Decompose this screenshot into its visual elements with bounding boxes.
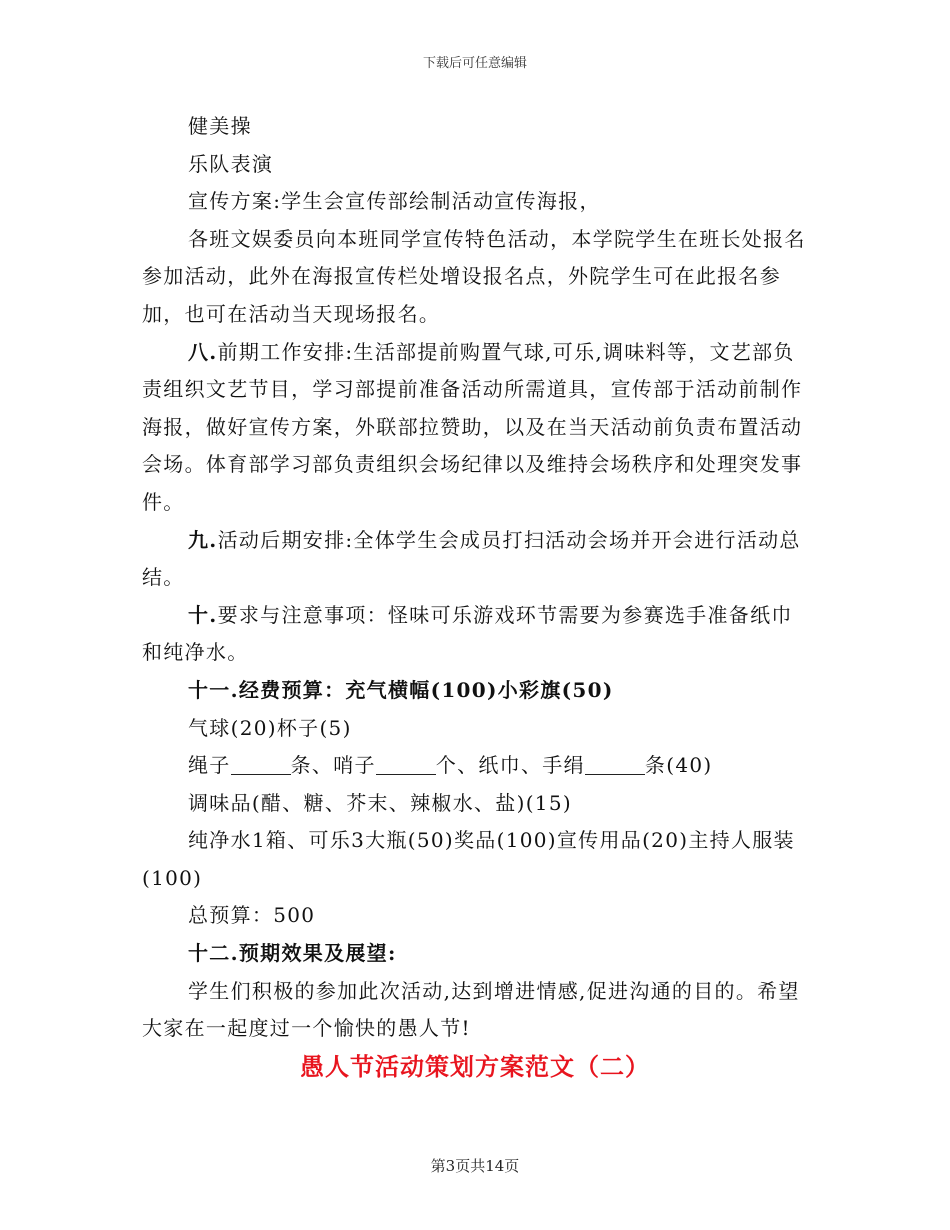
section-10-text: 要求与注意事项：怪味可乐游戏环节需要为参赛选手准备纸巾和纯净水。: [142, 602, 793, 665]
budget-rope-cost: 条(40): [644, 753, 713, 778]
section-11-heading: 十一.经费预算：充气横幅(100)小彩旗(50): [188, 677, 614, 702]
document-body: [142, 108, 808, 1085]
budget-tissue-label: 个、纸巾、手绢: [435, 753, 585, 778]
page-header: 下载后可任意编辑: [422, 56, 527, 71]
fill-in-blank: [231, 774, 291, 775]
section-10-label: 十.: [188, 602, 218, 627]
section-8-label: 八.: [188, 339, 218, 364]
budget-line-seasoning: 调味品(醋、糖、芥末、辣椒水、盐)(15): [188, 790, 572, 815]
page-number-footer: 第3页共14页: [430, 1157, 520, 1175]
section-9-paragraph: [142, 522, 808, 597]
budget-line-balloons: 气球(20)杯子(5): [188, 715, 352, 740]
budget-line-ropes: [142, 747, 808, 785]
budget-whistle-label: 条、哨子: [290, 753, 376, 778]
budget-rope-label: 绳子: [188, 753, 231, 778]
budget-total: 总预算：500: [188, 903, 316, 928]
program-item-aerobics: 健美操: [188, 114, 252, 138]
publicity-paragraph: 各班文娱委员向本班同学宣传特色活动，本学院学生在班长处报名参加活动，此外在海报宣传栏处增设报名点，外院学生可在此报名参加，也可在活动当天现场报名。: [142, 226, 806, 326]
fill-in-blank: [585, 774, 645, 775]
section-12-heading: 十二.预期效果及展望:: [188, 941, 397, 966]
fill-in-blank: [376, 774, 436, 775]
section-12-text: 学生们积极的参加此次活动,达到增进情感,促进沟通的目的。希望大家在一起度过一个愉快的愚人节!: [142, 978, 800, 1041]
publicity-plan-line: 宣传方案:学生会宣传部绘制活动宣传海报，: [188, 189, 601, 214]
next-section-title: 愚人节活动策划方案范文（二）: [300, 1051, 650, 1081]
section-8-paragraph: [142, 334, 808, 522]
section-9-text: 活动后期安排:全体学生会成员打扫活动会场并开会进行活动总结。: [142, 527, 801, 590]
section-8-text: 前期工作安排:生活部提前购置气球,可乐,调味料等，文艺部负责组织文艺节目，学习部提前准备活动所需道具，宣传部于活动前制作海报，做好宣传方案，外联部拉赞助，以及在当天活动前负责布置活动会场。体育部学习部负责组织会场纪律以及维持会场秩序和处理突发事件。: [142, 339, 803, 514]
section-10-paragraph: [142, 597, 808, 672]
section-9-label: 九.: [188, 527, 218, 552]
budget-line-supplies: 纯净水1箱、可乐3大瓶(50)奖品(100)宣传用品(20)主持人服装(100): [142, 828, 795, 890]
program-item-band: 乐队表演: [188, 151, 274, 176]
